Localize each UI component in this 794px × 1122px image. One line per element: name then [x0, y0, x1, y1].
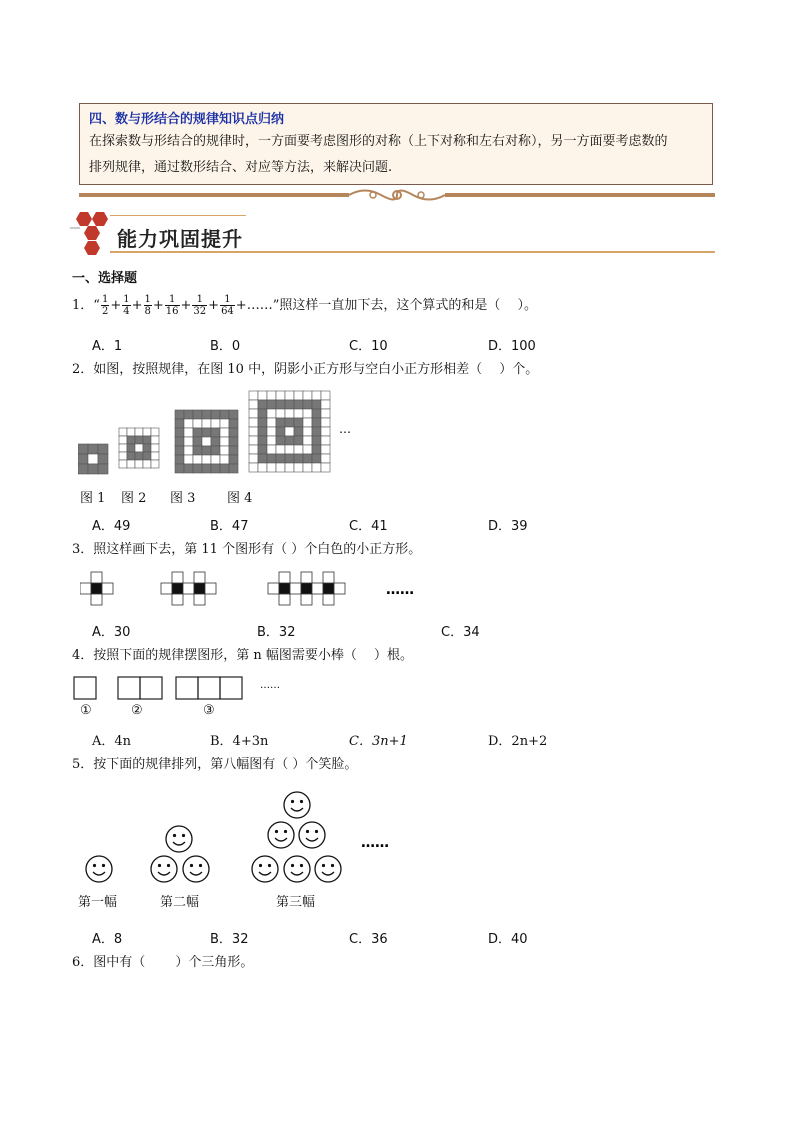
blank-cell [127, 428, 135, 436]
blank-cell [258, 391, 267, 400]
question-1 [72, 290, 537, 322]
white-square [194, 594, 205, 605]
q2-option-a: A．49 [92, 519, 131, 534]
blank-cell [249, 445, 258, 454]
white-square [194, 572, 205, 583]
black-square [91, 583, 102, 594]
shaded-cell [276, 418, 285, 427]
blank-cell [276, 409, 285, 418]
smiley-face-icon [268, 822, 294, 848]
blank-cell [294, 445, 303, 454]
white-square [172, 572, 183, 583]
q4-fig1-square [74, 677, 96, 699]
q3-option-c: C．34 [441, 625, 480, 640]
q1-fraction [144, 294, 152, 317]
q1-fraction-series [100, 294, 247, 317]
shaded-cell [88, 444, 98, 454]
blank-cell [276, 391, 285, 400]
smiley-face-icon [183, 856, 209, 882]
blank-cell [249, 418, 258, 427]
shaded-cell [229, 437, 238, 446]
blank-cell [303, 427, 312, 436]
white-square [279, 572, 290, 583]
blank-cell [193, 455, 202, 464]
blank-cell [285, 427, 294, 436]
blank-cell [321, 445, 330, 454]
blank-cell [184, 437, 193, 446]
blank-cell [249, 391, 258, 400]
q4-option-d: D．2n+2 [488, 734, 548, 749]
shaded-cell [312, 427, 321, 436]
blank-cell [285, 409, 294, 418]
blank-cell [267, 391, 276, 400]
shaded-cell [312, 454, 321, 463]
question-6: 6．图中有（ ）个三角形。 [72, 955, 254, 970]
blank-cell [285, 463, 294, 472]
shaded-cell [258, 427, 267, 436]
blank-cell [285, 445, 294, 454]
white-square [161, 583, 172, 594]
blank-cell [249, 427, 258, 436]
shaded-cell [312, 400, 321, 409]
white-square [183, 583, 194, 594]
summary-title: 四、数与形结合的规律知识点归纳 [89, 112, 285, 127]
shaded-cell [267, 454, 276, 463]
smiley-face-icon [284, 856, 310, 882]
blank-cell [151, 452, 159, 460]
plus-sign: + [152, 298, 164, 313]
smiley-face-icon [315, 856, 341, 882]
shaded-cell [285, 454, 294, 463]
shaded-cell [258, 454, 267, 463]
blank-cell [119, 436, 127, 444]
smiley-face-icon [151, 856, 177, 882]
blank-cell [220, 455, 229, 464]
white-square [301, 572, 312, 583]
shaded-cell [193, 410, 202, 419]
q2-option-b: B．47 [210, 519, 249, 534]
q1-option-d: D．100 [488, 339, 536, 354]
shaded-cell [258, 436, 267, 445]
shaded-cell [143, 452, 151, 460]
shaded-cell [175, 437, 184, 446]
blank-cell [220, 428, 229, 437]
blank-cell [202, 437, 211, 446]
q5-label-1: 第一幅 [78, 895, 118, 910]
shaded-cell [294, 454, 303, 463]
blank-cell [151, 460, 159, 468]
q1-fraction [165, 294, 180, 317]
blank-cell [294, 391, 303, 400]
q3-option-b: B．32 [257, 625, 296, 640]
shaded-cell [175, 410, 184, 419]
shaded-cell [98, 464, 108, 474]
shaded-cell [294, 436, 303, 445]
q4-fig3-square-2 [198, 677, 220, 699]
blank-cell [202, 455, 211, 464]
question-2: 2．如图，按照规律，在图 10 中，阴影小正方形与空白小正方形相差（ ）个。 [72, 362, 539, 377]
plus-sign: + [110, 298, 122, 313]
blank-cell [267, 445, 276, 454]
fraction-numerator: 1 [144, 294, 151, 305]
blank-cell [321, 391, 330, 400]
blank-cell [143, 460, 151, 468]
blank-cell [88, 454, 98, 464]
blank-cell [193, 419, 202, 428]
fraction-denominator: 64 [221, 306, 234, 317]
fraction-numerator: 1 [192, 294, 207, 306]
shaded-cell [184, 464, 193, 473]
blank-cell [119, 460, 127, 468]
fraction-denominator: 8 [144, 306, 151, 317]
blank-cell [258, 463, 267, 472]
blank-cell [143, 428, 151, 436]
q4-fig2-square-1 [118, 677, 140, 699]
white-square [301, 594, 312, 605]
q4-fig3-square-3 [220, 677, 242, 699]
blank-cell [184, 455, 193, 464]
plus-sign: + [208, 298, 220, 313]
q3-figure-3 [268, 572, 345, 605]
shaded-cell [143, 436, 151, 444]
blank-cell [276, 463, 285, 472]
shaded-cell [294, 418, 303, 427]
shaded-cell [211, 464, 220, 473]
blank-cell [184, 419, 193, 428]
q2-label-1: 图 1 [80, 491, 106, 506]
shaded-cell [285, 436, 294, 445]
hexagon-cluster-icon [66, 208, 114, 256]
shaded-cell [312, 445, 321, 454]
q5-label-2: 第二幅 [160, 895, 200, 910]
q5-smiley-figures [78, 785, 408, 890]
shaded-cell [78, 454, 88, 464]
blank-cell [321, 409, 330, 418]
white-square [205, 583, 216, 594]
blank-cell [267, 427, 276, 436]
shaded-cell [211, 428, 220, 437]
white-square [334, 583, 345, 594]
shaded-cell [193, 437, 202, 446]
shaded-cell [229, 446, 238, 455]
shaded-cell [202, 446, 211, 455]
q3-ellipsis: …… [386, 582, 414, 598]
q2-figure-3 [175, 410, 238, 473]
shaded-cell [193, 446, 202, 455]
shaded-cell [312, 436, 321, 445]
shaded-cell [267, 400, 276, 409]
shaded-cell [202, 464, 211, 473]
blank-cell [249, 463, 258, 472]
question-4: 4．按照下面的规律摆图形，第 n 幅图需要小棒（ ）根。 [72, 648, 414, 663]
fraction-denominator: 2 [101, 306, 109, 317]
shaded-cell [202, 428, 211, 437]
shaded-cell [258, 418, 267, 427]
shaded-cell [229, 419, 238, 428]
q2-ellipsis: … [339, 422, 351, 436]
fraction-denominator: 16 [165, 306, 179, 317]
white-square [102, 583, 113, 594]
q4-label-1: ① [80, 703, 92, 718]
q3-option-a: A．30 [92, 625, 131, 640]
shaded-cell [276, 454, 285, 463]
fraction-numerator: 1 [165, 294, 180, 306]
shaded-cell [276, 436, 285, 445]
shaded-cell [135, 452, 143, 460]
white-square [312, 583, 323, 594]
shaded-cell [211, 437, 220, 446]
blank-cell [119, 428, 127, 436]
shaded-cell [229, 455, 238, 464]
shaded-cell [193, 464, 202, 473]
blank-cell [119, 444, 127, 452]
blank-cell [321, 418, 330, 427]
shaded-cell [175, 428, 184, 437]
blank-cell [220, 419, 229, 428]
shaded-cell [276, 400, 285, 409]
q4-ellipsis: …… [260, 680, 280, 691]
shaded-cell [285, 400, 294, 409]
white-square [323, 594, 334, 605]
shaded-cell [211, 446, 220, 455]
smiley-face-icon [166, 826, 192, 852]
q2-label-2: 图 2 [121, 491, 147, 506]
shaded-cell [258, 400, 267, 409]
shaded-cell [312, 418, 321, 427]
shaded-cell [202, 410, 211, 419]
shaded-cell [229, 410, 238, 419]
shaded-cell [220, 464, 229, 473]
q3-figure-2 [161, 572, 216, 605]
plus-sign: + [131, 298, 143, 313]
blank-cell [184, 428, 193, 437]
blank-cell [312, 391, 321, 400]
shaded-cell [143, 444, 151, 452]
q2-option-d: D．39 [488, 519, 528, 534]
fraction-numerator: 1 [123, 294, 130, 305]
q2-figure-1 [78, 444, 108, 474]
blank-cell [267, 418, 276, 427]
shaded-cell [175, 464, 184, 473]
black-square [194, 583, 205, 594]
white-square [268, 583, 279, 594]
blank-cell [220, 446, 229, 455]
shaded-cell [312, 409, 321, 418]
shaded-cell [98, 444, 108, 454]
q1-option-b: B．0 [210, 339, 241, 354]
q1-fraction [101, 294, 109, 317]
section-topline [110, 215, 246, 216]
question-5: 5．按下面的规律排列，第八幅图有（ ）个笑脸。 [72, 757, 358, 772]
blank-cell [127, 460, 135, 468]
shaded-cell [175, 419, 184, 428]
blank-cell [303, 445, 312, 454]
blank-cell [303, 409, 312, 418]
fraction-numerator: 1 [101, 294, 109, 305]
shaded-cell [175, 446, 184, 455]
white-square [91, 572, 102, 583]
shaded-cell [258, 445, 267, 454]
blank-cell [151, 436, 159, 444]
q1-number: 1． [72, 298, 94, 313]
shaded-cell [258, 409, 267, 418]
blank-cell [276, 445, 285, 454]
blank-cell [312, 463, 321, 472]
blank-cell [151, 444, 159, 452]
shaded-cell [78, 464, 88, 474]
blank-cell [202, 419, 211, 428]
white-square [91, 594, 102, 605]
shaded-cell [98, 454, 108, 464]
shaded-cell [229, 428, 238, 437]
blank-cell [220, 437, 229, 446]
blank-cell [249, 436, 258, 445]
shaded-cell [88, 464, 98, 474]
shaded-cell [193, 428, 202, 437]
shaded-cell [127, 436, 135, 444]
q5-option-b: B．32 [210, 932, 249, 947]
smiley-face-icon [284, 792, 310, 818]
shaded-cell [276, 427, 285, 436]
shaded-cell [175, 455, 184, 464]
shaded-cell [78, 444, 88, 454]
q4-label-2: ② [131, 703, 143, 718]
shaded-cell [303, 400, 312, 409]
q1-fraction [220, 294, 235, 317]
blank-cell [321, 463, 330, 472]
blank-cell [249, 454, 258, 463]
blank-cell [303, 463, 312, 472]
q4-label-3: ③ [203, 703, 215, 718]
q3-figure-1 [80, 572, 113, 605]
q2-label-3: 图 3 [170, 491, 196, 506]
q5-option-d: D．40 [488, 932, 528, 947]
divider-right [445, 193, 715, 197]
blank-cell [267, 463, 276, 472]
q4-stick-figures [72, 674, 302, 704]
blank-cell [321, 400, 330, 409]
q2-label-4: 图 4 [227, 491, 253, 506]
q1-option-a: A．1 [92, 339, 123, 354]
blank-cell [135, 428, 143, 436]
blank-cell [184, 446, 193, 455]
q3-cross-figures [80, 570, 420, 610]
q5-option-c: C．36 [349, 932, 388, 947]
q2-figure-2 [119, 428, 159, 468]
q2-option-c: C．41 [349, 519, 388, 534]
shaded-cell [229, 464, 238, 473]
q4-fig3-square-1 [176, 677, 198, 699]
white-square [279, 594, 290, 605]
summary-box [79, 103, 713, 185]
ornament-icon [345, 184, 449, 206]
blank-cell [303, 418, 312, 427]
white-square [80, 583, 91, 594]
white-square [172, 594, 183, 605]
blank-cell [294, 463, 303, 472]
fraction-denominator: 32 [193, 306, 207, 317]
black-square [172, 583, 183, 594]
black-square [279, 583, 290, 594]
blank-cell [211, 455, 220, 464]
shaded-cell [127, 452, 135, 460]
q1-fraction [192, 294, 207, 317]
black-square [301, 583, 312, 594]
q5-ellipsis: …… [361, 835, 389, 851]
smiley-face-icon [252, 856, 278, 882]
blank-cell [249, 400, 258, 409]
q1-open-quote: “ [93, 298, 100, 313]
blank-cell [285, 391, 294, 400]
shaded-cell [127, 444, 135, 452]
blank-cell [321, 436, 330, 445]
white-square [290, 583, 301, 594]
summary-line-1: 在探索数与形结合的规律时，一方面要考虑图形的对称（上下对称和左右对称），另一方面要考虑数的 [89, 134, 668, 149]
q2-square-figures [78, 386, 368, 476]
blank-cell [211, 419, 220, 428]
shaded-cell [294, 427, 303, 436]
q5-option-a: A．8 [92, 932, 123, 947]
shaded-cell [294, 400, 303, 409]
blank-cell [294, 409, 303, 418]
shaded-cell [184, 410, 193, 419]
shaded-cell [135, 436, 143, 444]
q4-option-a: A．4n [92, 734, 132, 749]
blank-cell [267, 409, 276, 418]
smiley-face-icon [86, 856, 112, 882]
q5-smiley-group [86, 792, 341, 882]
divider-left [79, 193, 349, 197]
plus-sign: + [235, 298, 247, 313]
section-underline [110, 251, 715, 253]
q4-fig2-square-2 [140, 677, 162, 699]
q1-option-c: C．10 [349, 339, 388, 354]
blank-cell [267, 436, 276, 445]
part-heading: 一、选择题 [72, 271, 138, 286]
shaded-cell [303, 454, 312, 463]
plus-sign: + [180, 298, 192, 313]
q1-fraction [122, 294, 130, 317]
blank-cell [119, 452, 127, 460]
q2-figure-4 [249, 391, 330, 472]
blank-cell [135, 460, 143, 468]
shaded-cell [220, 410, 229, 419]
blank-cell [135, 444, 143, 452]
q4-option-c: C．3n+1 [349, 734, 408, 749]
blank-cell [303, 436, 312, 445]
blank-cell [303, 391, 312, 400]
blank-cell [321, 454, 330, 463]
shaded-cell [285, 418, 294, 427]
blank-cell [249, 409, 258, 418]
q4-option-b: B．4+3n [210, 734, 269, 749]
shaded-cell [211, 410, 220, 419]
summary-line-2: 排列规律，通过数形结合、对应等方法，来解决问题. [89, 160, 393, 175]
white-square [323, 572, 334, 583]
q1-tail: ……”照这样一直加下去，这个算式的和是（ ）。 [246, 298, 537, 313]
black-square [323, 583, 334, 594]
fraction-numerator: 1 [220, 294, 235, 306]
question-3: 3．照这样画下去，第 11 个图形有（ ）个白色的小正方形。 [72, 542, 422, 557]
section-title: 能力巩固提升 [117, 227, 243, 251]
fraction-denominator: 4 [123, 306, 130, 317]
smiley-face-icon [299, 822, 325, 848]
blank-cell [321, 427, 330, 436]
blank-cell [151, 428, 159, 436]
q5-label-3: 第三幅 [276, 895, 316, 910]
